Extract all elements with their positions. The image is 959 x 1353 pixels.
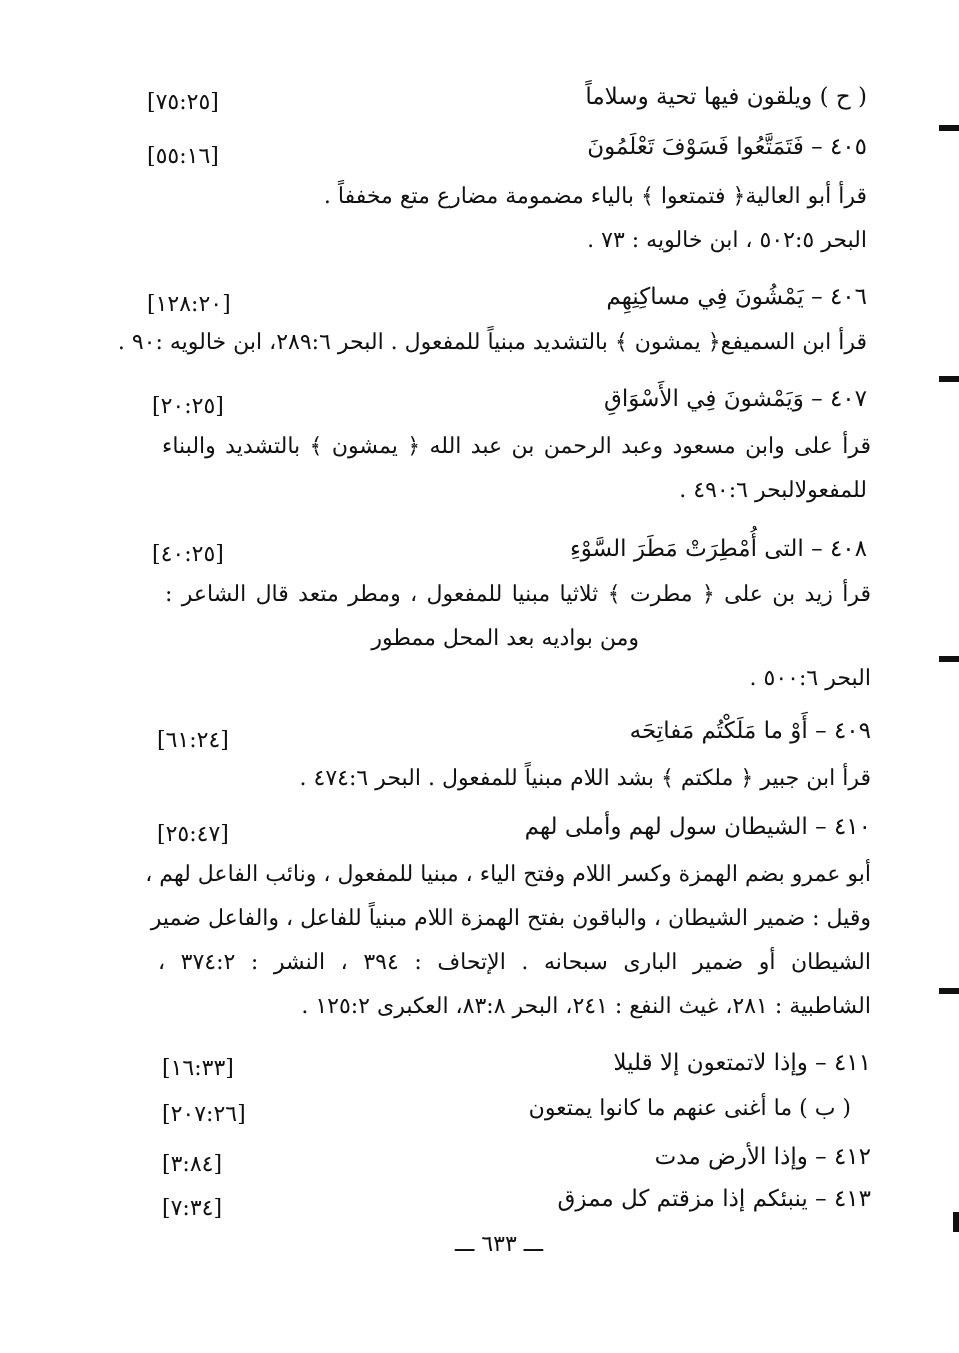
verse-reference: [١٢٨:٢٠] bbox=[147, 292, 231, 317]
entry-heading: ٤٠٨ – التى أُمْطِرَتْ مَطَرَ السَّوْءِ bbox=[569, 536, 867, 562]
verse-reference: [٢٠:٢٥] bbox=[152, 394, 224, 419]
entry-note: قرأ على وابن مسعود وعبد الرحمن بن عبد الله ﴿ يمشون ﴾ بالتشديد والبناء bbox=[162, 434, 871, 459]
entry-heading: ٤١١ – وإذا لاتمتعون إلا قليلا bbox=[613, 1050, 871, 1076]
entry-heading: ٤٠٥ – فَتَمَتَّعُوا فَسَوْفَ تَعْلَمُونَ bbox=[587, 134, 867, 160]
verse-reference: [٧٥:٢٥] bbox=[147, 90, 219, 115]
verse-reference: [٥٥:١٦] bbox=[147, 144, 219, 169]
margin-mark bbox=[939, 376, 959, 382]
entry-note: أبو عمرو بضم الهمزة وكسر اللام وفتح الياء ، مبنيا للمفعول ، ونائب الفاعل لهم ، bbox=[145, 862, 871, 887]
margin-mark bbox=[939, 125, 959, 131]
entry-line: ( ح ) ويلقون فيها تحية وسلاماً bbox=[585, 84, 867, 110]
entry-note: وقيل : ضمير الشيطان ، والباقون بفتح الهمزة اللام مبنياً للفاعل ، والفاعل ضمير bbox=[150, 906, 871, 931]
margin-mark bbox=[939, 988, 959, 994]
verse-reference: [٧:٣٤] bbox=[162, 1196, 223, 1221]
entry-note: قرأ زيد بن على ﴿ مطرت ﴾ ثلاثيا مبنيا للمفعول ، ومطر متعد قال الشاعر : bbox=[165, 582, 871, 607]
verse-reference: [٤٠:٢٥] bbox=[152, 542, 224, 567]
page-number: ـــ ٦٣٣ ـــ bbox=[455, 1232, 544, 1257]
entry-note: قرأ أبو العالية﴿ فتمتعوا ﴾ بالياء مضمومة مضارع متع مخففاً . bbox=[323, 184, 867, 209]
margin-mark bbox=[953, 1212, 959, 1232]
entry-note: الشيطان أو ضمير البارى سبحانه . الإتحاف : ٣٩٤ ، النشر : ٣٧٤:٢ ، bbox=[158, 950, 871, 975]
entry-heading: ٤٠٦ – يَمْشُونَ فِي مساكِنِهِم bbox=[606, 284, 867, 310]
entry-heading: ٤٠٧ – وَيَمْشونَ فِي الأَسْوَاقِ bbox=[604, 386, 867, 412]
entry-heading: ٤١٠ – الشيطان سول لهم وأملى لهم bbox=[524, 814, 871, 840]
poetry-verse: ومن بواديه بعد المحل ممطور bbox=[371, 626, 639, 651]
entry-heading: ٤١٢ – وإذا الأرض مدت bbox=[654, 1144, 871, 1170]
entry-line: ( ب ) ما أغنى عنهم ما كانوا يمتعون bbox=[528, 1096, 851, 1121]
entry-heading: ٤٠٩ – أَوْ ما مَلَكْتُم مَفاتِحَه bbox=[629, 718, 871, 744]
verse-reference: [٢٠٧:٢٦] bbox=[162, 1102, 246, 1127]
verse-reference: [٣:٨٤] bbox=[162, 1152, 223, 1177]
entry-source: البحر ٥٠٠:٦ . bbox=[749, 666, 871, 691]
verse-reference: [١٦:٣٣] bbox=[162, 1056, 234, 1081]
verse-reference: [٦١:٢٤] bbox=[157, 728, 229, 753]
entry-source: الشاطبية : ٢٨١، غيث النفع : ٢٤١، البحر ٨٣:٨، العكبرى ١٢٥:٢ . bbox=[301, 994, 871, 1019]
verse-reference: [٢٥:٤٧] bbox=[157, 822, 229, 847]
margin-mark bbox=[939, 656, 959, 662]
entry-source: البحر ٥٠٢:٥ ، ابن خالويه : ٧٣ . bbox=[587, 228, 867, 253]
entry-note: قرأ ابن السميفع﴿ يمشون ﴾ بالتشديد مبنياً للمفعول . البحر ٢٨٩:٦، ابن خالويه :٩٠ . bbox=[117, 330, 867, 355]
entry-heading: ٤١٣ – ينبئكم إذا مزقتم كل ممزق bbox=[557, 1186, 871, 1212]
entry-note: قرأ ابن جبير ﴿ ملكتم ﴾ بشد اللام مبنياً للمفعول . البحر ٤٧٤:٦ . bbox=[299, 766, 871, 791]
entry-source: للمفعولالبحر ٤٩٠:٦ . bbox=[679, 478, 867, 503]
